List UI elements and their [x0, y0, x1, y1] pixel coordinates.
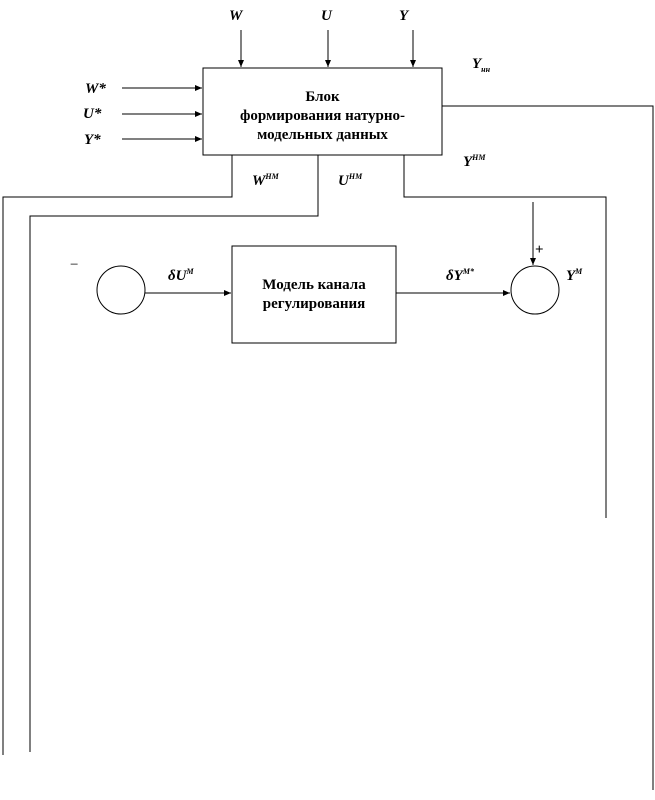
- label-w-star: W*: [85, 81, 106, 97]
- label-y-hm: [463, 154, 486, 170]
- label-y-m: [566, 268, 582, 284]
- label-y: Y: [399, 8, 409, 24]
- block-line-3: модельных данных: [257, 127, 388, 143]
- label-y-nn-sub: нн: [481, 65, 491, 74]
- label-w-hm-sup: НМ: [265, 172, 279, 181]
- block-line-1: Блок: [305, 89, 340, 105]
- data-forming-block-title: [203, 88, 442, 145]
- label-y-star: Y*: [84, 132, 101, 148]
- label-dy-m-sup: М*: [462, 267, 474, 276]
- left-summing-junction: [97, 266, 145, 314]
- label-du-m-main: δU: [168, 268, 187, 284]
- label-y-nn-main: Y: [472, 56, 482, 72]
- label-y-m-main: Y: [566, 268, 576, 284]
- model-line-1: Модель канала: [262, 277, 366, 293]
- label-y-hm-main: Y: [463, 154, 473, 170]
- label-u-hm: [338, 173, 362, 189]
- block-line-2: формирования натурно-: [240, 108, 405, 124]
- label-du-m: [168, 268, 194, 284]
- label-u-hm-main: U: [338, 173, 349, 189]
- label-u: U: [321, 8, 332, 24]
- minus-sign: −: [70, 257, 79, 273]
- line-w-hm: [3, 155, 232, 755]
- model-line-2: регулирования: [262, 296, 366, 312]
- label-w-hm-main: W: [252, 173, 266, 189]
- line-y-nn: [442, 106, 653, 790]
- model-block-title: [232, 276, 396, 314]
- label-w-hm: [252, 173, 279, 189]
- label-w: W: [229, 8, 243, 24]
- line-u-hm: [30, 155, 318, 752]
- label-u-hm-sup: НМ: [348, 172, 363, 181]
- label-y-nn: [472, 57, 490, 74]
- right-summing-junction: [511, 266, 559, 314]
- label-dy-m: [446, 268, 474, 284]
- label-dy-m-main: δY: [446, 268, 463, 284]
- label-y-hm-sup: НМ: [472, 153, 486, 162]
- line-y-hm: [404, 155, 606, 518]
- label-u-star: U*: [83, 106, 102, 122]
- label-y-m-sup: М: [575, 267, 583, 276]
- label-du-m-sup: М: [186, 267, 194, 276]
- plus-sign: +: [535, 242, 544, 258]
